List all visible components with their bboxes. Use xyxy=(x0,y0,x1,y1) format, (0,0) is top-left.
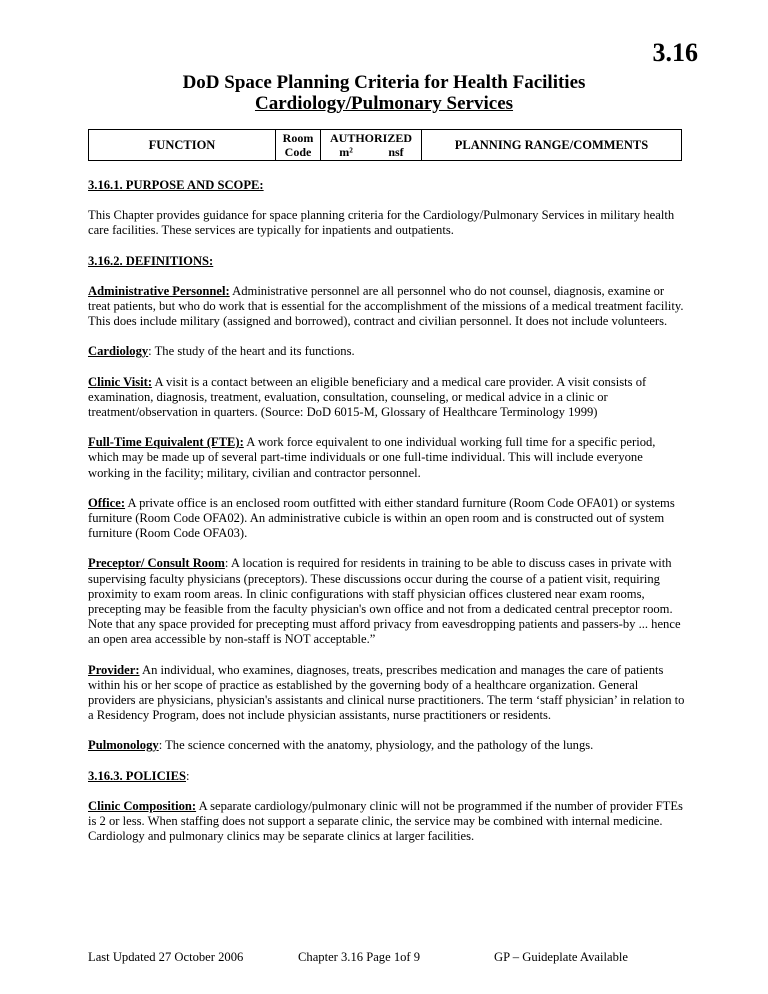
footer-page-number: Chapter 3.16 Page 1of 9 xyxy=(298,950,421,964)
policies-heading-text: 3.16.3. POLICIES xyxy=(88,768,186,783)
definition-text: A work force equivalent to one individual working full time for a specific period, which may be made up of several part-time individuals or one full-time individual. This will include everyone working in the facility; military, civilian and contractor personnel. xyxy=(88,435,656,480)
policy-term: Clinic Composition: xyxy=(88,798,197,813)
definition-text: A visit is a contact between an eligible beneficiary and a medical care provider. A visit consists of examination, diagnosis, treatment, evaluation, consultation, counseling, or medical advice in a clinic or treatment/observation in quarters. (Source: DoD 6015-M, Glossary of Healthcare Terminology 1999) xyxy=(88,374,647,420)
policies-list xyxy=(88,799,686,845)
footer-last-updated: Last Updated 27 October 2006 xyxy=(88,950,244,964)
policy-text: A separate cardiology/pulmonary clinic will not be programmed if the number of provider FTEs is 2 or less. When staffing does not support a separate clinic, the service may be combined with internal medicine. Cardiology and pulmonary clinics may be separate clinics at larger facilities. xyxy=(88,798,683,844)
document-body xyxy=(88,178,686,860)
definition-item xyxy=(88,496,686,542)
nsf-label: nsf xyxy=(388,145,404,159)
definition-text: An individual, who examines, diagnoses, treats, prescribes medication and manages the care of patients within his or her scope of practice as established by the governing body of a healthcare organization. General providers are physicians, physician's assistants and clinical nurse practitioners. The term ‘staff physician’ in relation to a Residency Program, does not include physician assistants, nurse practitioners or residents. xyxy=(88,662,685,723)
m2-label: m² xyxy=(339,145,353,159)
room-label: Room xyxy=(282,131,314,145)
section-heading-purpose: 3.16.1. PURPOSE AND SCOPE: xyxy=(88,178,264,192)
document-title: DoD Space Planning Criteria for Health Facilities xyxy=(182,72,586,93)
purpose-paragraph: This Chapter provides guidance for space planning criteria for the Cardiology/Pulmonary Services in military health care facilities. These services are typically for inpatients and outpatients. xyxy=(88,208,675,238)
section-heading-definitions: 3.16.2. DEFINITIONS: xyxy=(88,253,214,268)
document-subtitle: Cardiology/Pulmonary Services xyxy=(254,93,514,114)
policy-item xyxy=(88,799,686,845)
definition-item xyxy=(88,556,686,647)
footer-guideplate: GP – Guideplate Available xyxy=(494,950,628,964)
definition-text: : The science concerned with the anatomy, physiology, and the pathology of the lungs. xyxy=(158,738,594,753)
definition-term: Cardiology xyxy=(88,344,149,359)
definition-term: Full-Time Equivalent (FTE): xyxy=(88,435,244,450)
definition-item xyxy=(88,738,686,753)
definition-item xyxy=(88,663,686,724)
definition-item xyxy=(88,375,686,421)
code-label: Code xyxy=(284,145,312,159)
definition-term: Pulmonology xyxy=(88,738,159,753)
function-header: FUNCTION xyxy=(89,130,276,161)
definition-term: Administrative Personnel: xyxy=(88,283,230,298)
chapter-number: 3.16 xyxy=(652,38,698,67)
definition-item xyxy=(88,435,686,481)
definition-item xyxy=(88,284,686,330)
definition-term: Office: xyxy=(88,495,126,510)
section-heading-policies xyxy=(88,769,686,784)
definition-text: Administrative personnel are all personnel who do not counsel, diagnosis, examine or treat patients, but who do work that is essential for the accomplishment of the missions of a medical treatment facility. This does include military (assigned and borrowed), contract and civilian personnel. It does not include volunteers. xyxy=(88,283,684,329)
definition-term: Clinic Visit: xyxy=(88,374,153,389)
definitions-list xyxy=(88,284,686,754)
definition-text: A private office is an enclosed room outfitted with either standard furniture (Room Code OFA01) or systems furniture (Room Code OFA02). An administrative cubicle is within an open room and is constructed out of system furniture (Room Code OFA03). xyxy=(88,495,675,541)
authorized-header xyxy=(321,130,422,161)
room-code-header xyxy=(276,130,321,161)
policies-heading-suffix: : xyxy=(185,768,190,783)
definition-term: Provider: xyxy=(88,662,140,677)
definition-text: : A location is required for residents in training to be able to discuss cases in private with supervising faculty physicians (preceptors). These discussions occur during the course of a patient visit, requiring proximity to exam room areas. In clinic configurations with staff physician offices clustered near exam rooms, precepting may be feasible from the faculty physician's own office and not from a dedicated central preceptor room. Note that any space provided for precepting must afford privacy from eavesdropping patients and passers-by ... hence an open area accessible by non-staff is NOT acceptable.” xyxy=(88,556,681,647)
definition-item xyxy=(88,344,686,359)
authorized-label: AUTHORIZED xyxy=(329,131,412,145)
definition-text: : The study of the heart and its functions. xyxy=(148,344,355,359)
planning-header: PLANNING RANGE/COMMENTS xyxy=(422,130,682,161)
criteria-table-header xyxy=(88,129,682,161)
definition-term: Preceptor/ Consult Room xyxy=(88,556,225,571)
